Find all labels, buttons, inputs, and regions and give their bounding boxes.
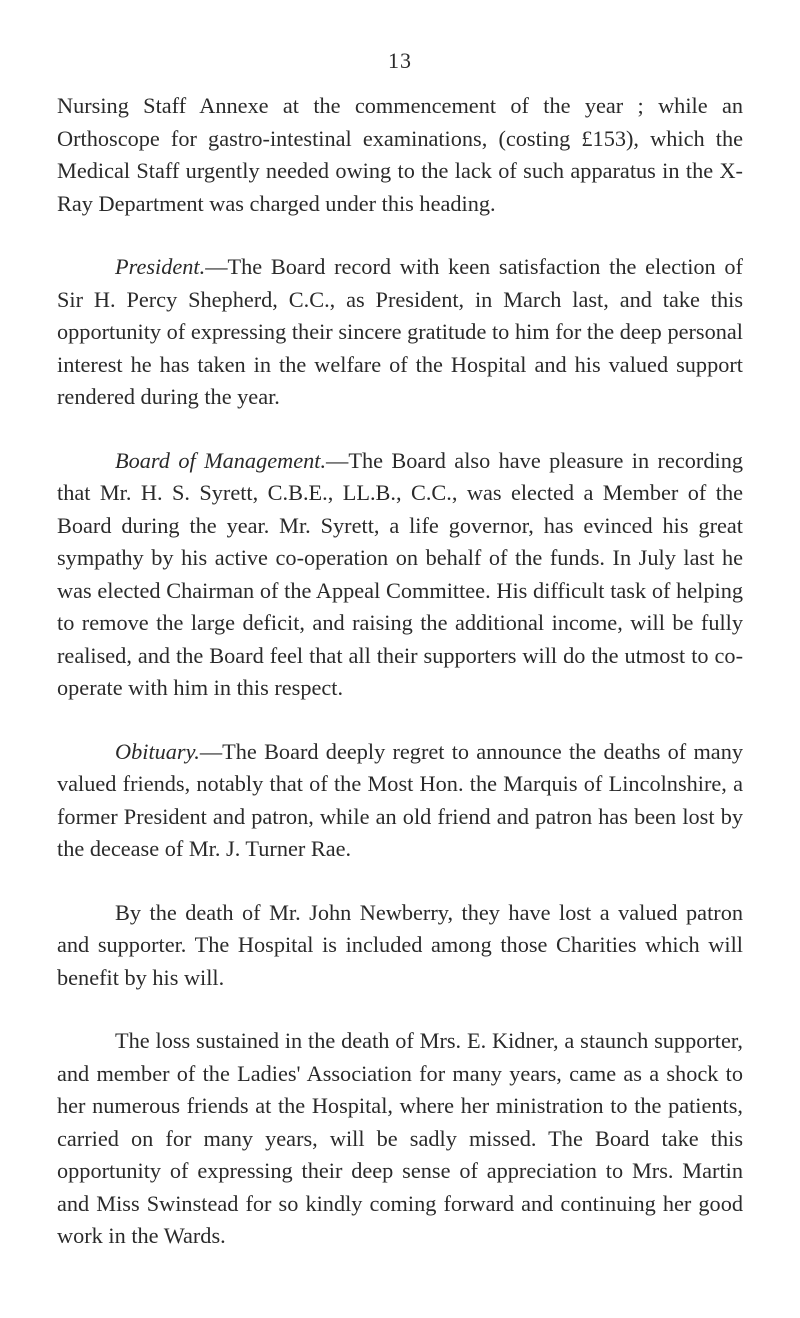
paragraph-obituary <box>57 736 743 866</box>
paragraph-text: The loss sustained in the death of Mrs. E. Kidner, a staunch supporter, and member of the Ladies' Association for many years, came as a shock to her numerous friends at the Hospital, where her ministration to the patients, carried on for many years, will be sadly missed. The Board take this opportunity of expressing their deep sense of appreciation to Mrs. Martin and Miss Swinstead for so kindly coming forward and continuing her good work in the Wards. <box>57 1028 743 1248</box>
body-text <box>57 90 743 1284</box>
paragraph-text: Nursing Staff Annexe at the commencement of the year ; while an Orthoscope for gastro-intestinal examinations, (costing £153), which the Medical Staff urgently needed owing to the lack of such apparatus in the X-Ray Department was charged under this heading. <box>57 93 743 216</box>
paragraph-president <box>57 251 743 414</box>
paragraph-heading-obituary: Obituary. <box>115 738 200 764</box>
paragraph-newberry <box>57 897 743 995</box>
paragraph-kidner <box>57 1025 743 1253</box>
paragraph-heading-president: President. <box>115 254 206 279</box>
page-number: 13 <box>388 48 412 73</box>
paragraph-text: By the death of Mr. John Newberry, they have lost a valued patron and supporter. The Hospital is included among those Charities which will benefit by his will. <box>57 899 743 990</box>
paragraph-text: —The Board deeply regret to announce the deaths of many valued friends, notably that of the Most Hon. the Marquis of Lincolnshire, a former President and patron, while an old friend and patron has been lost by the decease of Mr. J. Turner Rae. <box>57 738 743 861</box>
paragraph-nursing-annexe <box>57 90 743 220</box>
paragraph-text: —The Board record with keen satisfaction the election of Sir H. Percy Shepherd, C.C., as President, in March last, and take this opportunity of expressing their sincere gratitude to him for the deep personal interest he has taken in the welfare of the Hospital and his valued support rendered during the year. <box>57 254 743 409</box>
paragraph-text: —The Board also have pleasure in recording that Mr. H. S. Syrett, C.B.E., LL.B., C.C., was elected a Member of the Board during the year. Mr. Syrett, a life governor, has evinced his great sympathy by his active co-operation on behalf of the funds. In July last he was elected Chairman of the Appeal Committee. His difficult task of helping to remove the large deficit, and raising the additional income, will be fully realised, and the Board feel that all their supporters will do the utmost to co-operate with him in this respect. <box>57 447 743 700</box>
paragraph-heading-board-of-management: Board of Management. <box>115 447 327 473</box>
paragraph-board-of-management <box>57 445 743 705</box>
